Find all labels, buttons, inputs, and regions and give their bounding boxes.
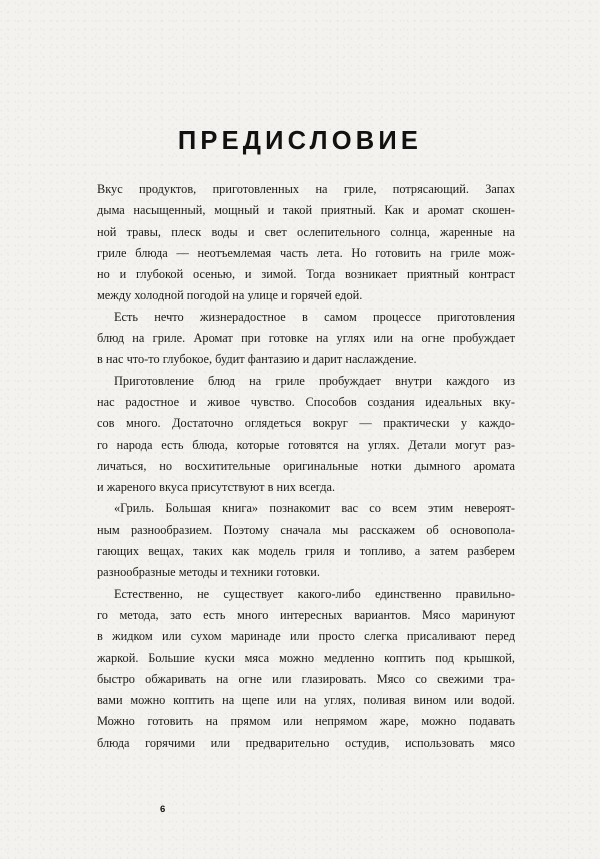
text-line: но и глубокой осенью, и зимой. Тогда возникает приятный контраст — [97, 267, 515, 282]
text-line: жаркой. Большие куски мяса можно медленно коптить под крышкой, — [97, 650, 515, 665]
text-line: Естественно, не существует какого-либо единственно правильно- — [114, 586, 515, 601]
text-line: личаться, но восхитительные оригинальные нотки дымного аромата — [97, 458, 515, 473]
text-line: блюд на гриле. Аромат при готовке на углях или на огне пробуждает — [97, 331, 515, 346]
text-line: в нас что-то глубокое, будит фантазию и дарит наслаждение. — [97, 352, 417, 367]
text-line: быстро обжаривать на огне или глазировать. Мясо со свежими тра- — [97, 671, 515, 686]
paragraph — [97, 179, 515, 307]
page-title: ПРЕДИСЛОВИЕ — [177, 127, 423, 155]
text-line: ным разнообразием. Поэтому сначала мы расскажем об основопола- — [97, 522, 515, 537]
text-line: гающих вещах, таких как модель гриля и топливо, а затем разберем — [97, 544, 515, 559]
text-line: Вкус продуктов, приготовленных на гриле, потрясающий. Запах — [97, 182, 515, 196]
text-line: сов много. Достаточно оглядеться вокруг — практически у каждо- — [97, 416, 515, 431]
paragraph — [97, 498, 515, 583]
paragraph — [97, 584, 515, 754]
text-line: Есть нечто жизнерадостное в самом процессе приготовления — [114, 309, 515, 324]
text-line: и жареного вкуса присутствуют в них всегда. — [97, 480, 336, 495]
text-line: Приготовление блюд на гриле пробуждает внутри каждого из — [114, 373, 515, 388]
text-line: дыма насыщенный, мощный и такой приятный. Как и аромат скошен- — [97, 203, 515, 218]
text-line: гриле блюда — неотъемлемая часть лета. Но готовить на гриле мож- — [97, 245, 515, 260]
paragraph — [97, 371, 515, 499]
text-line: ной травы, плеск воды и свет ослепительного солнца, жаренные на — [97, 224, 515, 239]
text-line: разнообразные методы и техники готовки. — [97, 565, 320, 580]
text-line: го народа есть блюда, которые готовятся на углях. Детали могут раз- — [97, 437, 515, 452]
paragraph — [97, 307, 515, 371]
text-line: Можно готовить на прямом или непрямом жаре, можно подавать — [97, 714, 515, 729]
text-line: между холодной погодой на улице и горячей едой. — [97, 288, 363, 303]
text-line: «Гриль. Большая книга» познакомит вас со всем этим невероят- — [114, 501, 515, 516]
text-line: го метода, зато есть много интересных вариантов. Мясо маринуют — [97, 607, 515, 622]
text-line: нас радостное и живое чувство. Способов создания идеальных вку- — [97, 394, 515, 409]
body-text — [97, 179, 515, 754]
page-number: 6 — [160, 804, 166, 815]
text-line: в жидком или сухом маринаде или просто слегка присаливают перед — [97, 629, 515, 644]
text-line: блюда горячими или предварительно остудив, использовать мясо — [97, 735, 515, 750]
text-line: вами можно коптить на щепе или на углях, поливая вином или водой. — [97, 693, 515, 708]
